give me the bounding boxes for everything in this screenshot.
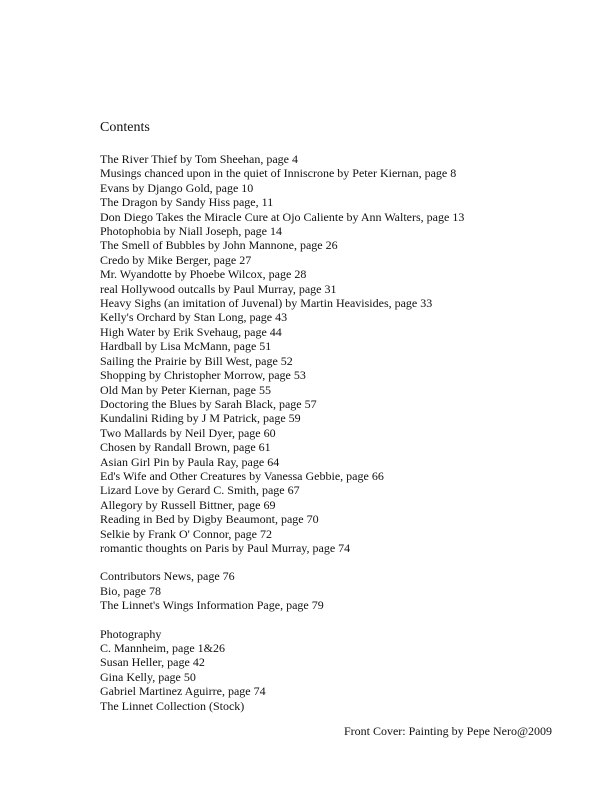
contents-heading: Contents [100,120,150,135]
contents-entry: Evans by Django Gold, page 10 [100,180,254,195]
extras-entry: The Linnet's Wings Information Page, page 79 [100,598,324,613]
contents-entry: Chosen by Randall Brown, page 61 [100,440,271,455]
extras-list [100,569,570,612]
contents-entry: Musings chanced upon in the quiet of Inniscrone by Peter Kiernan, page 8 [100,166,457,181]
contents-entry: High Water by Erik Svehaug, page 44 [100,324,282,339]
contents-entry: Allegory by Russell Bittner, page 69 [100,497,276,512]
extras-entry: Contributors News, page 76 [100,569,235,584]
front-cover-credit: Front Cover: Painting by Pepe Nero@2009 [343,724,552,738]
contents-entry: Shopping by Christopher Morrow, page 53 [100,368,306,383]
contents-entry: The Dragon by Sandy Hiss page, 11 [100,195,274,210]
contents-entry: Heavy Sighs (an imitation of Juvenal) by Martin Heavisides, page 33 [100,296,433,311]
photography-entry: The Linnet Collection (Stock) [100,698,245,713]
contents-entry: Selkie by Frank O' Connor, page 72 [100,526,272,541]
contents-entry: Reading in Bed by Digby Beaumont, page 70 [100,512,319,527]
photography-entry: Gina Kelly, page 50 [100,669,196,684]
contents-entry: real Hollywood outcalls by Paul Murray, page 31 [100,281,337,296]
contents-entry: Mr. Wyandotte by Phoebe Wilcox, page 28 [100,267,307,282]
contents-list [100,152,570,555]
photography-section [100,627,570,713]
contents-entry: Photophobia by Niall Joseph, page 14 [100,224,282,239]
photography-list [100,641,570,713]
photography-entry: C. Mannheim, page 1&26 [100,641,225,655]
contents-entry: Hardball by Lisa McMann, page 51 [100,339,272,354]
contents-page [100,118,570,713]
contents-entry: Lizard Love by Gerard C. Smith, page 67 [100,483,300,498]
contents-entry: Ed's Wife and Other Creatures by Vanessa Gebbie, page 66 [100,468,384,483]
photography-entry: Gabriel Martinez Aguirre, page 74 [100,684,266,699]
contents-entry: Doctoring the Blues by Sarah Black, page 57 [100,396,317,411]
contents-entry: Don Diego Takes the Miracle Cure at Ojo Caliente by Ann Walters, page 13 [100,209,465,224]
photography-heading: Photography [100,626,162,641]
contents-entry: Kundalini Riding by J M Patrick, page 59 [100,411,301,426]
contents-entry: The River Thief by Tom Sheehan, page 4 [100,152,298,166]
photography-entry: Susan Heller, page 42 [100,655,205,670]
contents-entry: Asian Girl Pin by Paula Ray, page 64 [100,454,280,469]
extras-entry: Bio, page 78 [100,583,161,598]
contents-entry: romantic thoughts on Paris by Paul Murray, page 74 [100,540,351,555]
contents-entry: The Smell of Bubbles by John Mannone, page 26 [100,238,338,253]
contents-entry: Two Mallards by Neil Dyer, page 60 [100,425,276,440]
contents-entry: Credo by Mike Berger, page 27 [100,252,252,267]
contents-entry: Old Man by Peter Kiernan, page 55 [100,382,271,397]
contents-entry: Kelly's Orchard by Stan Long, page 43 [100,310,288,325]
contents-entry: Sailing the Prairie by Bill West, page 52 [100,353,293,368]
